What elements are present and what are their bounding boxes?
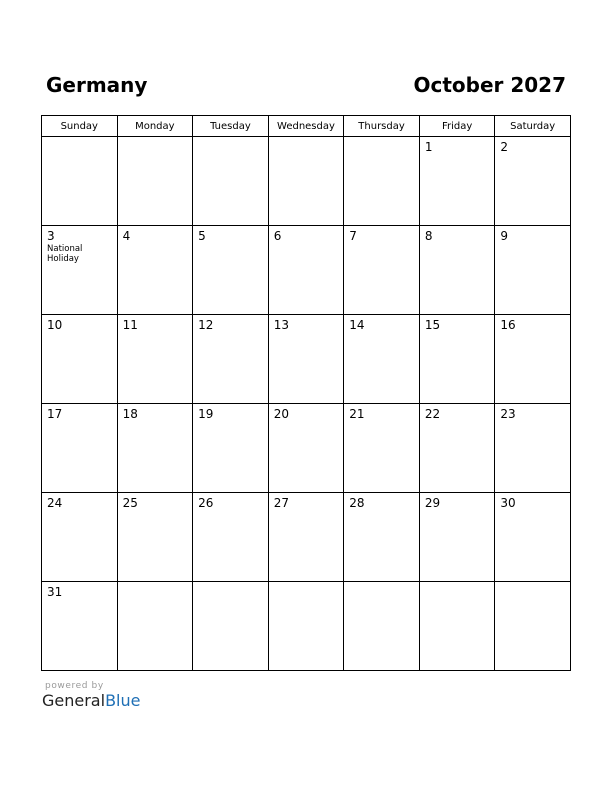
day-cell: [42, 315, 118, 404]
day-number: 14: [349, 318, 365, 332]
day-cell: [42, 226, 118, 315]
weekday-header: Friday: [419, 116, 495, 137]
week-row: [42, 137, 571, 226]
day-cell: [193, 315, 269, 404]
day-number: 5: [198, 229, 206, 243]
day-number: 20: [273, 407, 289, 421]
day-cell: [193, 226, 269, 315]
day-cell: [419, 315, 495, 404]
day-number: 1: [424, 140, 433, 154]
day-cell: [117, 404, 193, 493]
empty-day-cell: [193, 137, 269, 226]
country-title: Germany: [46, 73, 148, 97]
day-cell: [117, 493, 193, 582]
day-cell: [344, 493, 420, 582]
weekday-header: Monday: [117, 116, 193, 137]
weekday-header-row: [42, 116, 571, 137]
logo-text-general: General: [42, 691, 106, 710]
day-number: 29: [424, 496, 441, 510]
day-number: 18: [122, 407, 138, 421]
day-number: 30: [500, 496, 516, 510]
day-cell: [268, 226, 344, 315]
day-number: 11: [122, 318, 138, 332]
day-number: 24: [47, 496, 63, 510]
week-row: [42, 493, 571, 582]
empty-day-cell: [193, 582, 269, 671]
day-number: 13: [273, 318, 289, 332]
day-cell: [419, 493, 495, 582]
logo-text-blue: Blue: [105, 691, 141, 710]
empty-day-cell: [117, 582, 193, 671]
day-cell: [42, 404, 118, 493]
day-cell: [268, 493, 344, 582]
weekday-header: Wednesday: [268, 116, 344, 137]
day-cell: [344, 226, 420, 315]
day-number: 8: [424, 229, 433, 243]
day-number: 19: [198, 407, 214, 421]
day-cell: [495, 404, 571, 493]
day-number: 15: [424, 318, 441, 332]
empty-day-cell: [344, 582, 420, 671]
empty-day-cell: [419, 582, 495, 671]
calendar-grid: [41, 115, 571, 671]
day-number: 28: [349, 496, 365, 510]
day-cell: [344, 404, 420, 493]
week-row: [42, 315, 571, 404]
day-cell: [117, 315, 193, 404]
day-cell: [419, 137, 495, 226]
day-number: 27: [273, 496, 289, 510]
week-row: [42, 582, 571, 671]
holiday-label: National Holiday: [47, 244, 83, 264]
day-number: 4: [122, 229, 131, 243]
day-number: 10: [47, 318, 63, 332]
day-cell: [495, 137, 571, 226]
day-number: 17: [47, 407, 63, 421]
day-cell: [495, 315, 571, 404]
day-number: 26: [198, 496, 214, 510]
day-cell: [42, 493, 118, 582]
day-cell: [42, 582, 118, 671]
powered-by-text: powered by: [45, 681, 104, 691]
day-cell: [268, 404, 344, 493]
day-cell: [193, 493, 269, 582]
empty-day-cell: [117, 137, 193, 226]
weekday-header: Sunday: [42, 116, 118, 137]
day-number: 31: [47, 585, 63, 599]
day-number: 3: [47, 229, 55, 243]
week-row: [42, 226, 571, 315]
empty-day-cell: [344, 137, 420, 226]
day-cell: [419, 404, 495, 493]
day-number: 16: [500, 318, 516, 332]
empty-day-cell: [268, 582, 344, 671]
calendar-header: [46, 70, 566, 100]
month-year-title: October 2027: [413, 73, 566, 97]
day-number: 23: [500, 407, 516, 421]
day-cell: [419, 226, 495, 315]
day-number: 12: [198, 318, 214, 332]
generalblue-logo[interactable]: [42, 692, 140, 710]
empty-day-cell: [495, 582, 571, 671]
week-row: [42, 404, 571, 493]
day-cell: [495, 493, 571, 582]
day-number: 25: [122, 496, 138, 510]
weekday-header: Saturday: [495, 116, 571, 137]
empty-day-cell: [268, 137, 344, 226]
day-number: 9: [500, 229, 509, 243]
weekday-header: Tuesday: [193, 116, 269, 137]
empty-day-cell: [42, 137, 118, 226]
day-number: 6: [273, 229, 282, 243]
weekday-header: Thursday: [344, 116, 420, 137]
footer-branding: [42, 681, 140, 710]
day-number: 7: [349, 229, 357, 243]
day-cell: [268, 315, 344, 404]
day-cell: [117, 226, 193, 315]
day-number: 21: [349, 407, 365, 421]
day-cell: [495, 226, 571, 315]
day-number: 22: [424, 407, 441, 421]
day-cell: [193, 404, 269, 493]
day-cell: [344, 315, 420, 404]
day-number: 2: [500, 140, 509, 154]
